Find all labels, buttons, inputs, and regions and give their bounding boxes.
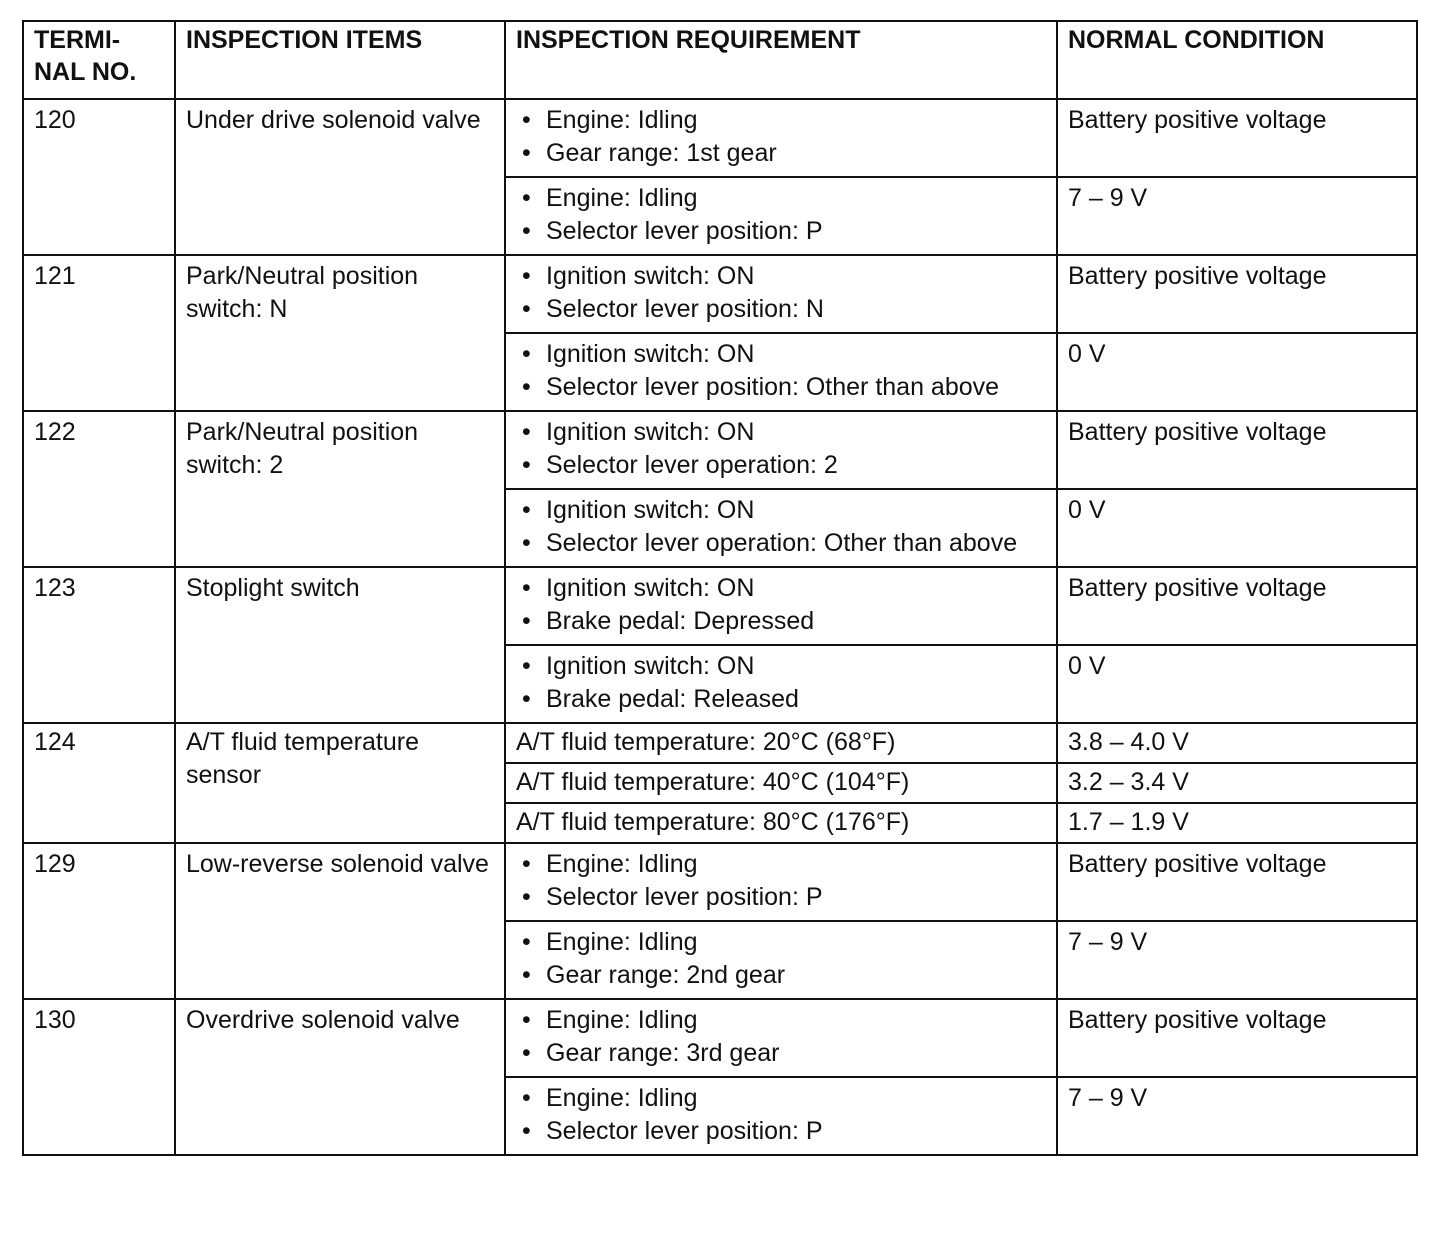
- requirement-list: [516, 1082, 1048, 1148]
- requirement-item: • Ignition switch: ON: [516, 260, 1048, 293]
- inspection-requirement: [505, 333, 1057, 411]
- inspection-requirement: [505, 99, 1057, 177]
- requirement-item: • Brake pedal: Depressed: [516, 605, 1048, 638]
- inspection-requirement: [505, 489, 1057, 567]
- normal-condition: 0 V: [1057, 489, 1417, 567]
- normal-condition: 7 – 9 V: [1057, 921, 1417, 999]
- inspection-requirement: [505, 999, 1057, 1077]
- requirement-item: • Selector lever position: P: [516, 881, 1048, 914]
- requirement-item: • Brake pedal: Released: [516, 683, 1048, 716]
- requirement-item: • Selector lever operation: Other than above: [516, 527, 1048, 560]
- requirement-list: [516, 572, 1048, 638]
- table-row: [23, 843, 1417, 921]
- requirement-item: • Ignition switch: ON: [516, 416, 1048, 449]
- requirement-item: • Engine: Idling: [516, 1082, 1048, 1115]
- inspection-requirement: [505, 411, 1057, 489]
- normal-condition: Battery positive voltage: [1057, 255, 1417, 333]
- header-inspection-items: INSPECTION ITEMS: [175, 21, 505, 99]
- requirement-item: • Engine: Idling: [516, 104, 1048, 137]
- requirement-item: • Selector lever operation: 2: [516, 449, 1048, 482]
- normal-condition: 3.2 – 3.4 V: [1057, 763, 1417, 803]
- requirement-list: [516, 494, 1048, 560]
- inspection-requirement: [505, 921, 1057, 999]
- terminal-no: 123: [23, 567, 175, 723]
- requirement-item: • Gear range: 3rd gear: [516, 1037, 1048, 1070]
- header-row: [23, 21, 1417, 99]
- inspection-requirement: [505, 177, 1057, 255]
- requirement-item: • Selector lever position: P: [516, 215, 1048, 248]
- header-inspection-requirement: INSPECTION REQUIREMENT: [505, 21, 1057, 99]
- normal-condition: 3.8 – 4.0 V: [1057, 723, 1417, 763]
- table-body: [23, 99, 1417, 1155]
- table-row: [23, 255, 1417, 333]
- requirement-item: • Engine: Idling: [516, 182, 1048, 215]
- requirement-item: • Selector lever position: Other than above: [516, 371, 1048, 404]
- requirement-item: • Ignition switch: ON: [516, 572, 1048, 605]
- inspection-table: [22, 20, 1418, 1156]
- requirement-list: [516, 650, 1048, 716]
- normal-condition: 7 – 9 V: [1057, 177, 1417, 255]
- normal-condition: Battery positive voltage: [1057, 411, 1417, 489]
- requirement-item: • Selector lever position: P: [516, 1115, 1048, 1148]
- normal-condition: 0 V: [1057, 645, 1417, 723]
- inspection-item: Overdrive solenoid valve: [175, 999, 505, 1155]
- requirement-list: [516, 182, 1048, 248]
- terminal-no: 122: [23, 411, 175, 567]
- table-row: [23, 99, 1417, 177]
- requirement-list: [516, 260, 1048, 326]
- requirement-list: [516, 848, 1048, 914]
- requirement-item: • Ignition switch: ON: [516, 650, 1048, 683]
- inspection-requirement: A/T fluid temperature: 40°C (104°F): [505, 763, 1057, 803]
- requirement-item: • Engine: Idling: [516, 926, 1048, 959]
- normal-condition: Battery positive voltage: [1057, 99, 1417, 177]
- normal-condition: Battery positive voltage: [1057, 567, 1417, 645]
- inspection-requirement: [505, 567, 1057, 645]
- normal-condition: 7 – 9 V: [1057, 1077, 1417, 1155]
- table-row: [23, 999, 1417, 1077]
- header-terminal-line2: NAL NO.: [34, 58, 137, 86]
- requirement-item: • Engine: Idling: [516, 848, 1048, 881]
- terminal-no: 130: [23, 999, 175, 1155]
- requirement-list: [516, 338, 1048, 404]
- header-terminal: [23, 21, 175, 99]
- requirement-list: [516, 1004, 1048, 1070]
- inspection-table-page: [22, 20, 1416, 1156]
- inspection-requirement: [505, 645, 1057, 723]
- normal-condition: 0 V: [1057, 333, 1417, 411]
- inspection-item: Under drive solenoid valve: [175, 99, 505, 255]
- requirement-list: [516, 926, 1048, 992]
- inspection-requirement: [505, 255, 1057, 333]
- table-row: [23, 567, 1417, 645]
- requirement-item: • Ignition switch: ON: [516, 338, 1048, 371]
- inspection-item: Park/Neutral position switch: N: [175, 255, 505, 411]
- inspection-requirement: [505, 1077, 1057, 1155]
- header-terminal-line1: TERMI-: [34, 26, 121, 54]
- requirement-list: [516, 104, 1048, 170]
- terminal-no: 124: [23, 723, 175, 843]
- table-row: [23, 411, 1417, 489]
- inspection-item: Low-reverse solenoid valve: [175, 843, 505, 999]
- requirement-item: • Ignition switch: ON: [516, 494, 1048, 527]
- normal-condition: Battery positive voltage: [1057, 843, 1417, 921]
- terminal-no: 129: [23, 843, 175, 999]
- table-row: [23, 723, 1417, 763]
- inspection-item: Park/Neutral position switch: 2: [175, 411, 505, 567]
- inspection-item: Stoplight switch: [175, 567, 505, 723]
- requirement-item: • Selector lever position: N: [516, 293, 1048, 326]
- terminal-no: 121: [23, 255, 175, 411]
- normal-condition: 1.7 – 1.9 V: [1057, 803, 1417, 843]
- requirement-list: [516, 416, 1048, 482]
- header-normal-condition: NORMAL CONDITION: [1057, 21, 1417, 99]
- terminal-no: 120: [23, 99, 175, 255]
- inspection-requirement: A/T fluid temperature: 20°C (68°F): [505, 723, 1057, 763]
- inspection-requirement: [505, 843, 1057, 921]
- inspection-item: A/T fluid temperature sensor: [175, 723, 505, 843]
- inspection-requirement: A/T fluid temperature: 80°C (176°F): [505, 803, 1057, 843]
- normal-condition: Battery positive voltage: [1057, 999, 1417, 1077]
- requirement-item: • Gear range: 2nd gear: [516, 959, 1048, 992]
- requirement-item: • Engine: Idling: [516, 1004, 1048, 1037]
- requirement-item: • Gear range: 1st gear: [516, 137, 1048, 170]
